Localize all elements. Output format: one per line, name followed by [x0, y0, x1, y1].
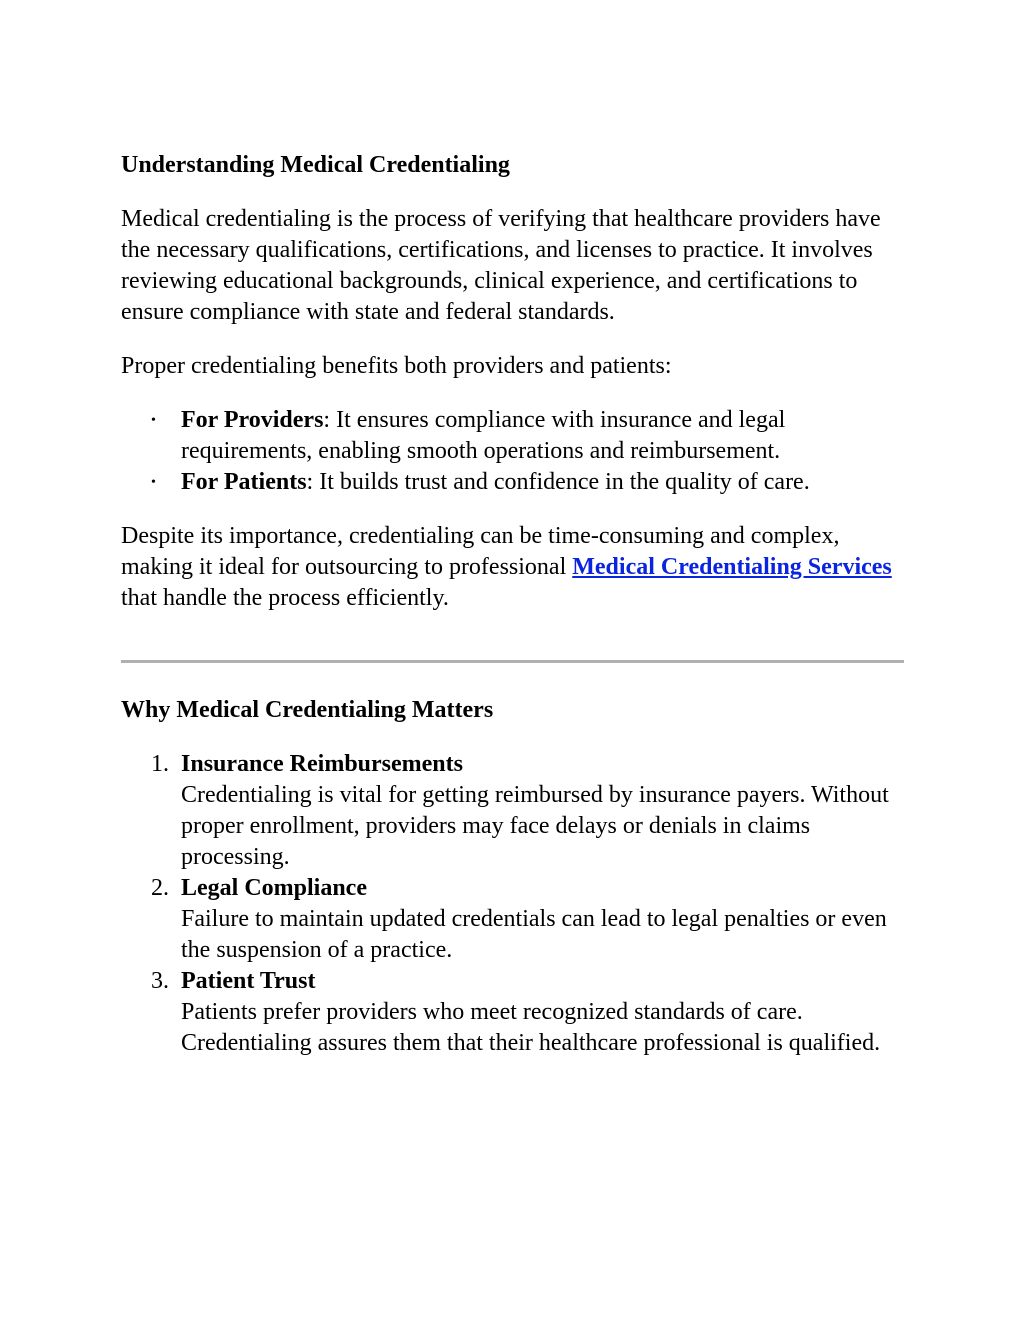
section-heading-understanding: Understanding Medical Credentialing: [121, 152, 510, 178]
item-title: Legal Compliance: [181, 875, 367, 901]
item-text: Patients prefer providers who meet recognized standards of care. Credentialing assures them that their healthcare professional is qualified.: [181, 999, 881, 1056]
bullet-icon: •: [151, 413, 156, 428]
benefit-term: For Providers: [181, 407, 324, 433]
outsourcing-text-after: that handle the process efficiently.: [121, 585, 449, 611]
list-item-providers: [121, 405, 904, 467]
benefits-list: [121, 405, 904, 498]
list-item-insurance: [121, 749, 904, 873]
document-page: [121, 150, 904, 1059]
section-divider: [121, 660, 904, 663]
list-item-patient-trust: [121, 966, 904, 1059]
list-number: 1.: [151, 751, 169, 777]
list-number: 3.: [151, 968, 169, 994]
benefits-intro-paragraph: Proper credentialing benefits both providers and patients:: [121, 353, 672, 379]
section-heading-why-matters: Why Medical Credentialing Matters: [121, 697, 494, 723]
item-title: Patient Trust: [181, 968, 316, 994]
list-number: 2.: [151, 875, 169, 901]
list-item-legal: [121, 873, 904, 966]
bullet-icon: •: [151, 475, 156, 490]
intro-paragraph: Medical credentialing is the process of verifying that healthcare providers have the necessary qualifications, certifications, and licenses to practice. It involves reviewing educational backgrounds, clinical experience, and certifications to ensure compliance with state and federal standards.: [121, 206, 881, 325]
outsourcing-paragraph: [121, 521, 904, 614]
item-title: Insurance Reimbursements: [181, 751, 463, 777]
reasons-list: [121, 749, 904, 1059]
benefit-term: For Patients: [181, 469, 307, 495]
item-text: Failure to maintain updated credentials can lead to legal penalties or even the suspension of a practice.: [181, 906, 887, 963]
medical-credentialing-services-link[interactable]: Medical Credentialing Services: [572, 554, 892, 580]
outsourcing-text-before: Despite its importance, credentialing can be time-consuming and complex, making it ideal for outsourcing to professional: [121, 523, 840, 580]
item-text: Credentialing is vital for getting reimbursed by insurance payers. Without proper enrollment, providers may face delays or denials in claims processing.: [181, 782, 889, 870]
benefit-text: : It ensures compliance with insurance and legal requirements, enabling smooth operations and reimbursement.: [181, 407, 786, 464]
benefit-text: : It builds trust and confidence in the quality of care.: [306, 469, 810, 495]
list-item-patients: [121, 467, 904, 498]
